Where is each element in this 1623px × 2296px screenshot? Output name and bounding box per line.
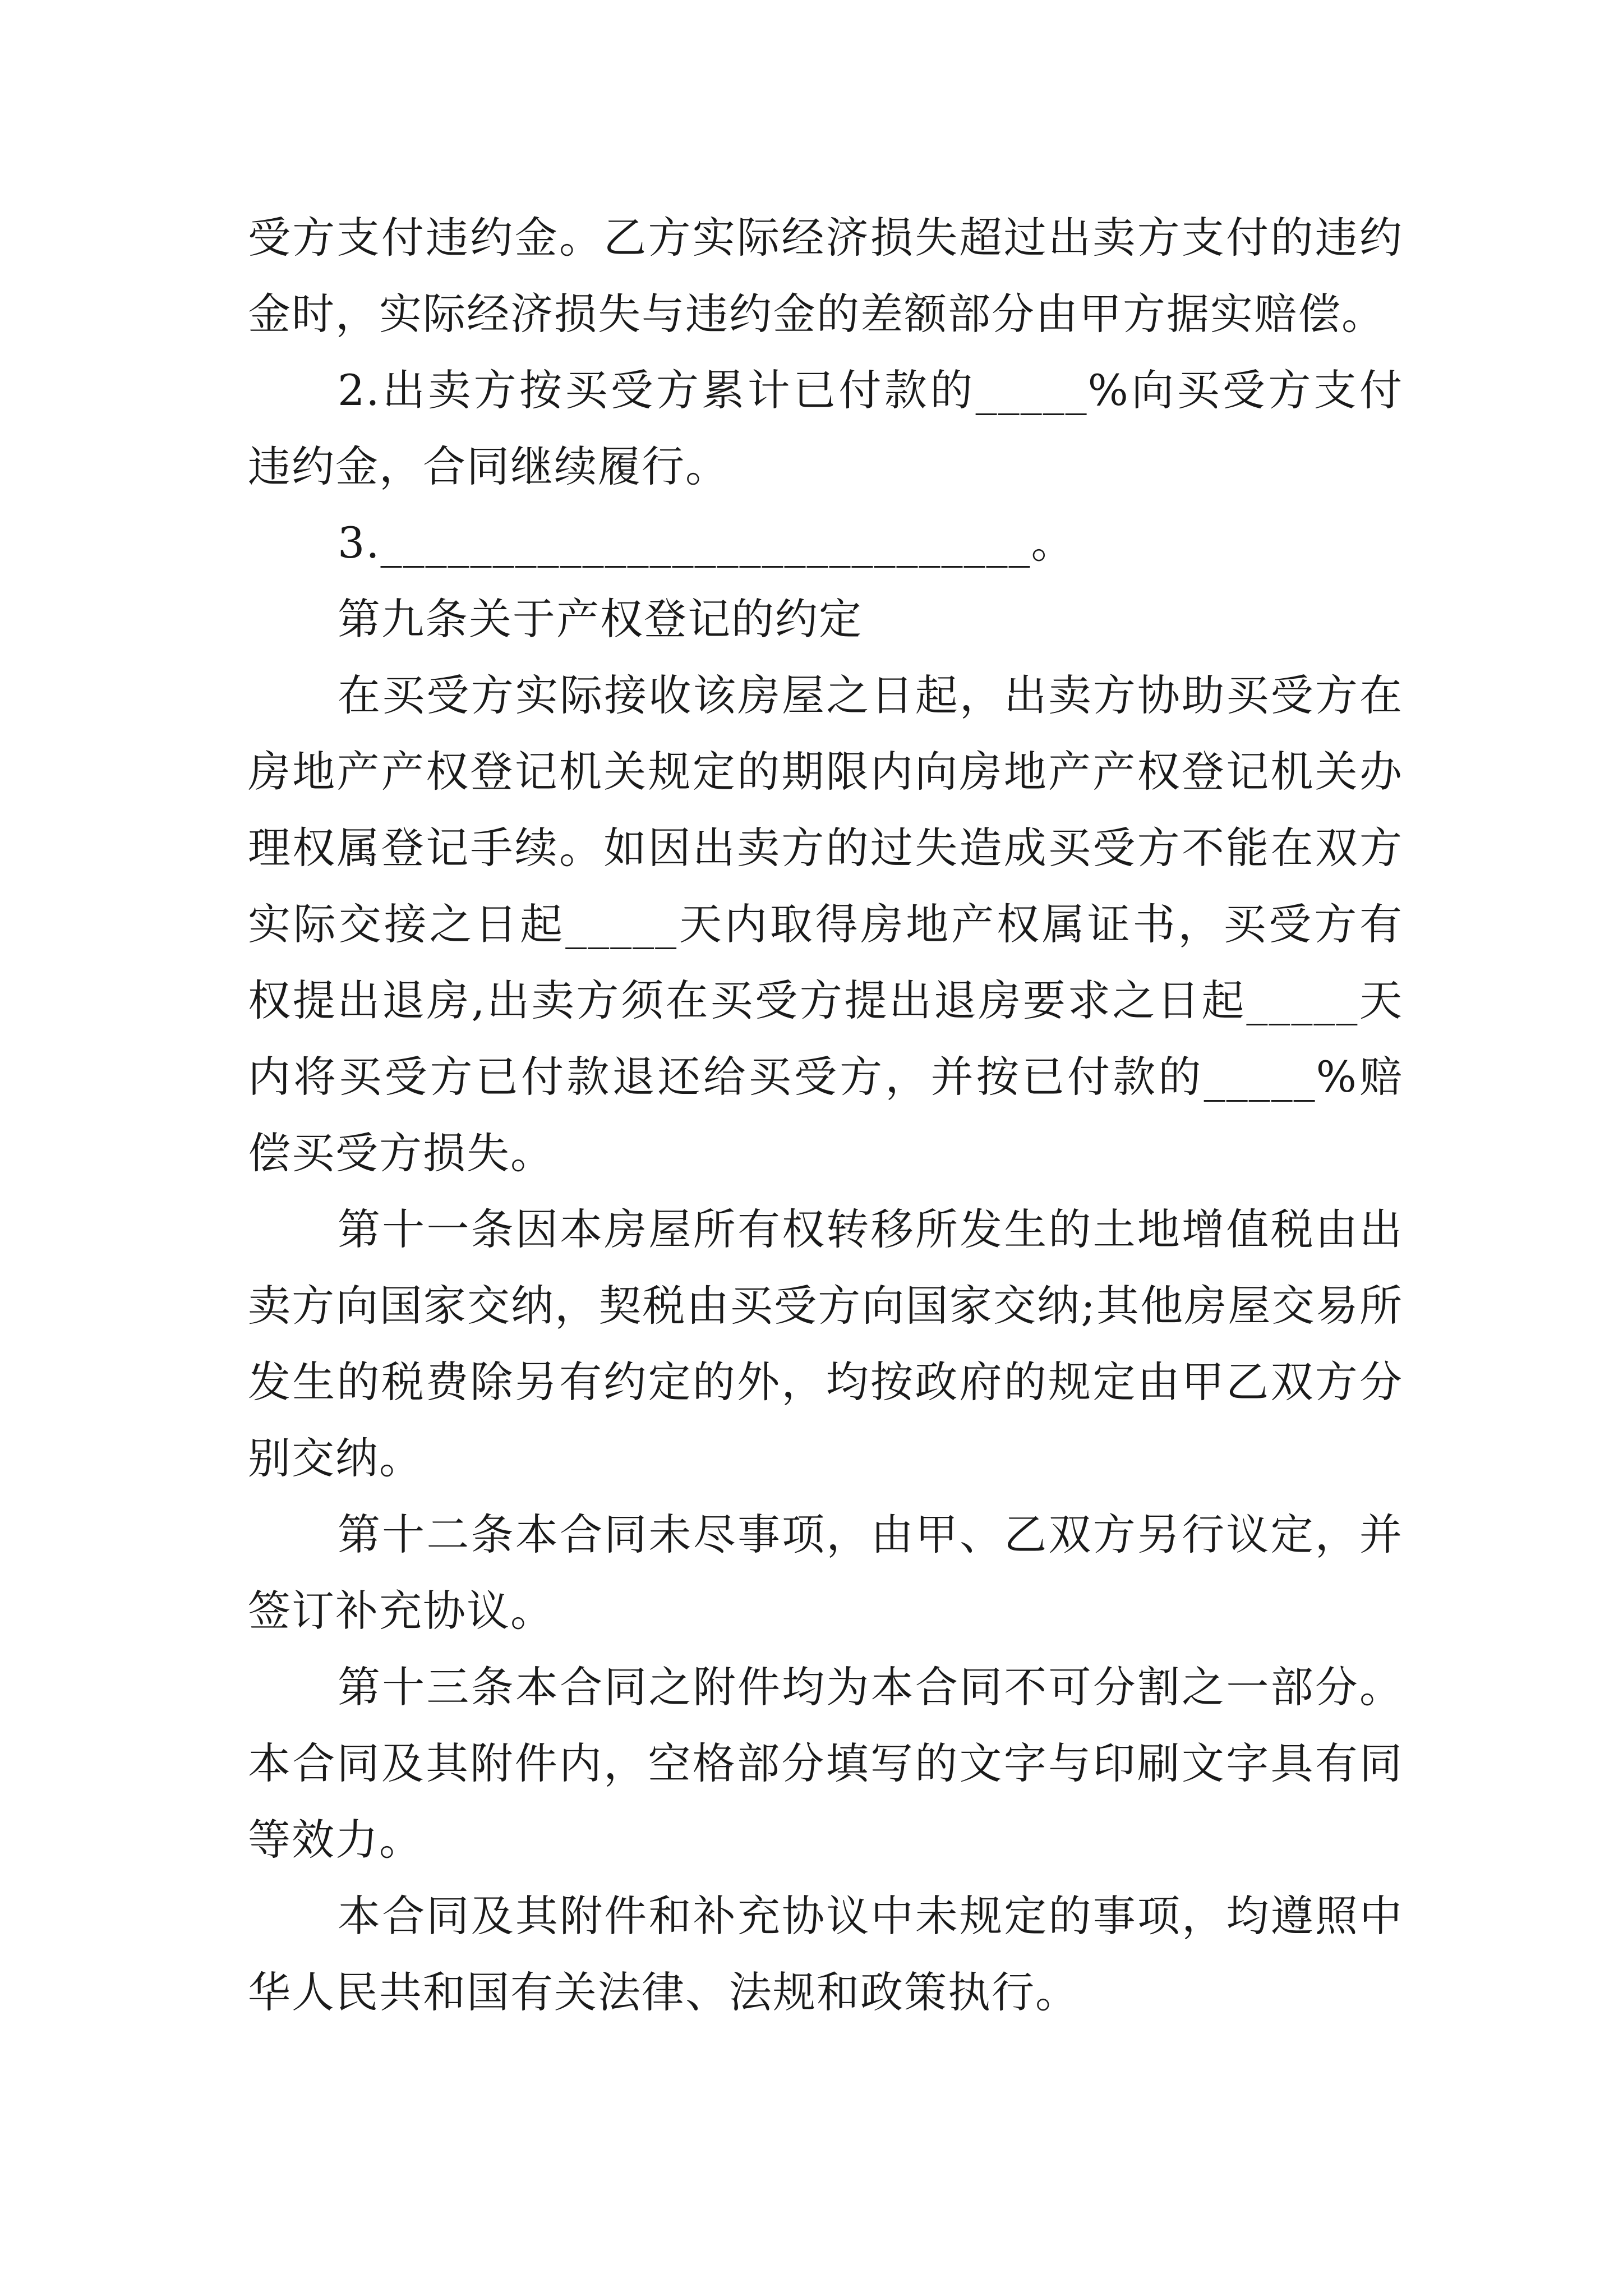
paragraph-article-11: 第十一条因本房屋所有权转移所发生的土地增值税由出卖方向国家交纳，契税由买受方向国家交纳;其他房屋交易所发生的税费除另有约定的外，均按政府的规定由甲乙双方分别交纳。: [248, 1204, 1403, 1483]
document-body: [248, 200, 1403, 2031]
heading-article-9: 第九条关于产权登记的约定: [338, 594, 863, 644]
paragraph-property-registration: 在买受方实际接收该房屋之日起，出卖方协助买受方在房地产产权登记机关规定的期限内向房地产产权登记机关办理权属登记手续。如因出卖方的过失造成买受方不能在双方实际交接之日起_____天内取得房地产权属证书，买受方有权提出退房,出卖方须在买受方提出退房要求之日起_____天内将买受方已付款退还给买受方，并按已付款的_____%赔偿买受方损失。: [248, 670, 1403, 1178]
paragraph-clause-2: 2.出卖方按买受方累计已付款的_____%向买受方支付违约金，合同继续履行。: [248, 365, 1403, 491]
paragraph-applicable-law: 本合同及其附件和补充协议中未规定的事项，均遵照中华人民共和国有关法律、法规和政策执行。: [248, 1891, 1403, 2017]
paragraph-clause-3: 3._____________________________。: [338, 518, 1075, 568]
paragraph-article-13: 第十三条本合同之附件均为本合同不可分割之一部分。本合同及其附件内，空格部分填写的文字与印刷文字具有同等效力。: [248, 1662, 1403, 1865]
paragraph-penalty-continued: 受方支付违约金。乙方实际经济损失超过出卖方支付的违约金时，实际经济损失与违约金的差额部分由甲方据实赔偿。: [248, 213, 1403, 339]
paragraph-article-12: 第十二条本合同未尽事项，由甲、乙双方另行议定，并签订补充协议。: [248, 1510, 1403, 1636]
